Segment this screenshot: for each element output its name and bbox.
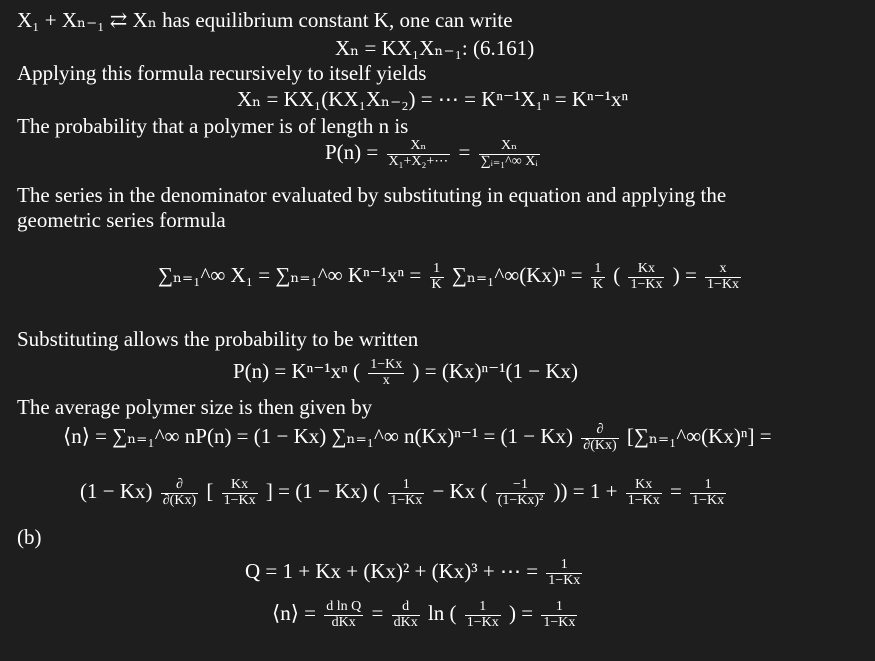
fraction-1 (388, 478, 424, 508)
frac-den: 1−Kx (627, 492, 660, 508)
frac-num: 1 (546, 558, 582, 574)
eq-part: ) = (Kx)ⁿ⁻¹(1 − Kx) (412, 359, 579, 383)
fraction-1-minus-kx (368, 358, 404, 388)
fraction-1 (465, 600, 501, 630)
eq-part: ) = (509, 601, 534, 625)
frac-num: ∂ (581, 423, 618, 439)
frac-num: 1 (465, 600, 501, 616)
frac-den: ∂(Kx) (583, 437, 617, 453)
equation-average-from-q (272, 600, 580, 630)
fraction-kx (222, 478, 258, 508)
frac-num: −1 (496, 478, 546, 494)
text-line-substituting: Substituting allows the probability to be written (17, 327, 419, 351)
frac-den: X₁+X₂+⋯ (388, 153, 449, 169)
eq-part: ] = (1 − Kx) ( (265, 479, 380, 503)
equation-average-2 (80, 478, 729, 508)
part-label-b: (b) (17, 525, 42, 549)
eq-part: P(n) = Kⁿ⁻¹xⁿ ( (233, 359, 361, 383)
fraction-1-over-k (430, 262, 444, 292)
equation-partition-function (245, 558, 585, 588)
frac-num: x (705, 262, 741, 278)
fraction-partial (581, 423, 618, 453)
eq-part: Q = 1 + Kx + (Kx)² + (Kx)³ + ⋯ = (245, 559, 539, 583)
fraction-result (690, 478, 726, 508)
frac-den: K (431, 276, 442, 292)
frac-num: Xₙ (387, 139, 451, 155)
equation-average-1 (63, 423, 772, 453)
frac-den: (1−Kx)² (497, 492, 544, 508)
fraction-minus-1 (496, 478, 546, 508)
frac-den: dKx (331, 614, 356, 630)
frac-num: 1−Kx (370, 357, 403, 372)
fraction-2 (479, 139, 540, 169)
frac-den: 1−Kx (630, 276, 663, 292)
frac-num: d ln Q (326, 599, 362, 614)
text-line-geometric: geometric series formula (17, 208, 226, 232)
frac-num: Kx (222, 478, 258, 494)
equation-probability (325, 139, 543, 169)
frac-den: 1−Kx (223, 492, 256, 508)
eq-part: ⟨n⟩ = ∑ₙ₌₁^∞ nP(n) = (1 − Kx) ∑ₙ₌₁^∞ n(Kx)ⁿ⁻¹ = (1 − Kx) (63, 424, 574, 448)
frac-num: 1 (430, 262, 444, 278)
eq-part: ∑ₙ₌₁^∞ X₁ = ∑ₙ₌₁^∞ Kⁿ⁻¹xⁿ = (158, 263, 422, 287)
frac-den: 1−Kx (390, 492, 423, 508)
frac-num: Kx (626, 478, 662, 494)
text-line-recursive: Applying this formula recursively to itself yields (17, 61, 427, 85)
equation-6-161: Xₙ = KX₁Xₙ₋₁: (6.161) (335, 36, 535, 60)
frac-den: ∑ᵢ₌₁^∞ Xᵢ (480, 153, 538, 169)
fraction-kx-2 (626, 478, 662, 508)
frac-den: x (382, 372, 390, 388)
eq-part: (1 − Kx) (80, 479, 153, 503)
fraction-partial (161, 478, 198, 508)
eq-part: = (669, 479, 682, 503)
frac-num: ∂ (161, 478, 198, 494)
frac-den: dKx (393, 614, 418, 630)
equation-probability-written (233, 358, 578, 388)
frac-num: d (392, 600, 420, 616)
eq-part: − Kx ( (432, 479, 488, 503)
eq-part: = (371, 601, 384, 625)
eq-part: ln ( (427, 601, 457, 625)
fraction-result (546, 558, 582, 588)
text-line-average: The average polymer size is then given by (17, 395, 373, 419)
frac-num: Kx (628, 262, 664, 278)
equation-recursive: Xₙ = KX₁(KX₁Xₙ₋₂) = ⋯ = Kⁿ⁻¹X₁ⁿ = Kⁿ⁻¹xⁿ (237, 87, 629, 111)
eq-part: [ (206, 479, 214, 503)
fraction-kx (628, 262, 664, 292)
fraction-result (541, 600, 577, 630)
equation-series-sum (158, 262, 744, 292)
frac-num: 1 (388, 478, 424, 494)
text-line-equilibrium: X₁ + Xₙ₋₁ ⇄ Xₙ has equilibrium constant K, one can write (17, 8, 513, 32)
frac-num: Xₙ (479, 139, 540, 155)
frac-num: 1 (591, 262, 605, 278)
eq-part: ⟨n⟩ = (272, 601, 316, 625)
eq-lhs: P(n) = (325, 140, 379, 164)
frac-den: K (592, 276, 603, 292)
fraction-1-over-k-2 (591, 262, 605, 292)
fraction-d (392, 600, 420, 630)
frac-num: 1 (690, 478, 726, 494)
frac-den: ∂(Kx) (162, 492, 197, 508)
text-line-series: The series in the denominator evaluated by substituting in equation and applying the (17, 183, 727, 207)
frac-den: 1−Kx (466, 614, 499, 630)
frac-num: 1 (541, 600, 577, 616)
text-line-probability: The probability that a polymer is of length n is (17, 114, 409, 138)
eq-part: [∑ₙ₌₁^∞(Kx)ⁿ] = (626, 424, 772, 448)
fraction-1 (387, 139, 451, 169)
eq-part: )) = 1 + (553, 479, 618, 503)
fraction-dlnq (324, 600, 363, 630)
frac-den: 1−Kx (692, 492, 725, 508)
frac-den: 1−Kx (707, 276, 740, 292)
eq-part: ) = (672, 263, 697, 287)
eq-sign: = (458, 140, 471, 164)
fraction-x (705, 262, 741, 292)
eq-part: ( (613, 263, 621, 287)
frac-den: 1−Kx (543, 614, 576, 630)
eq-part: ∑ₙ₌₁^∞(Kx)ⁿ = (451, 263, 583, 287)
frac-den: 1−Kx (548, 572, 581, 588)
